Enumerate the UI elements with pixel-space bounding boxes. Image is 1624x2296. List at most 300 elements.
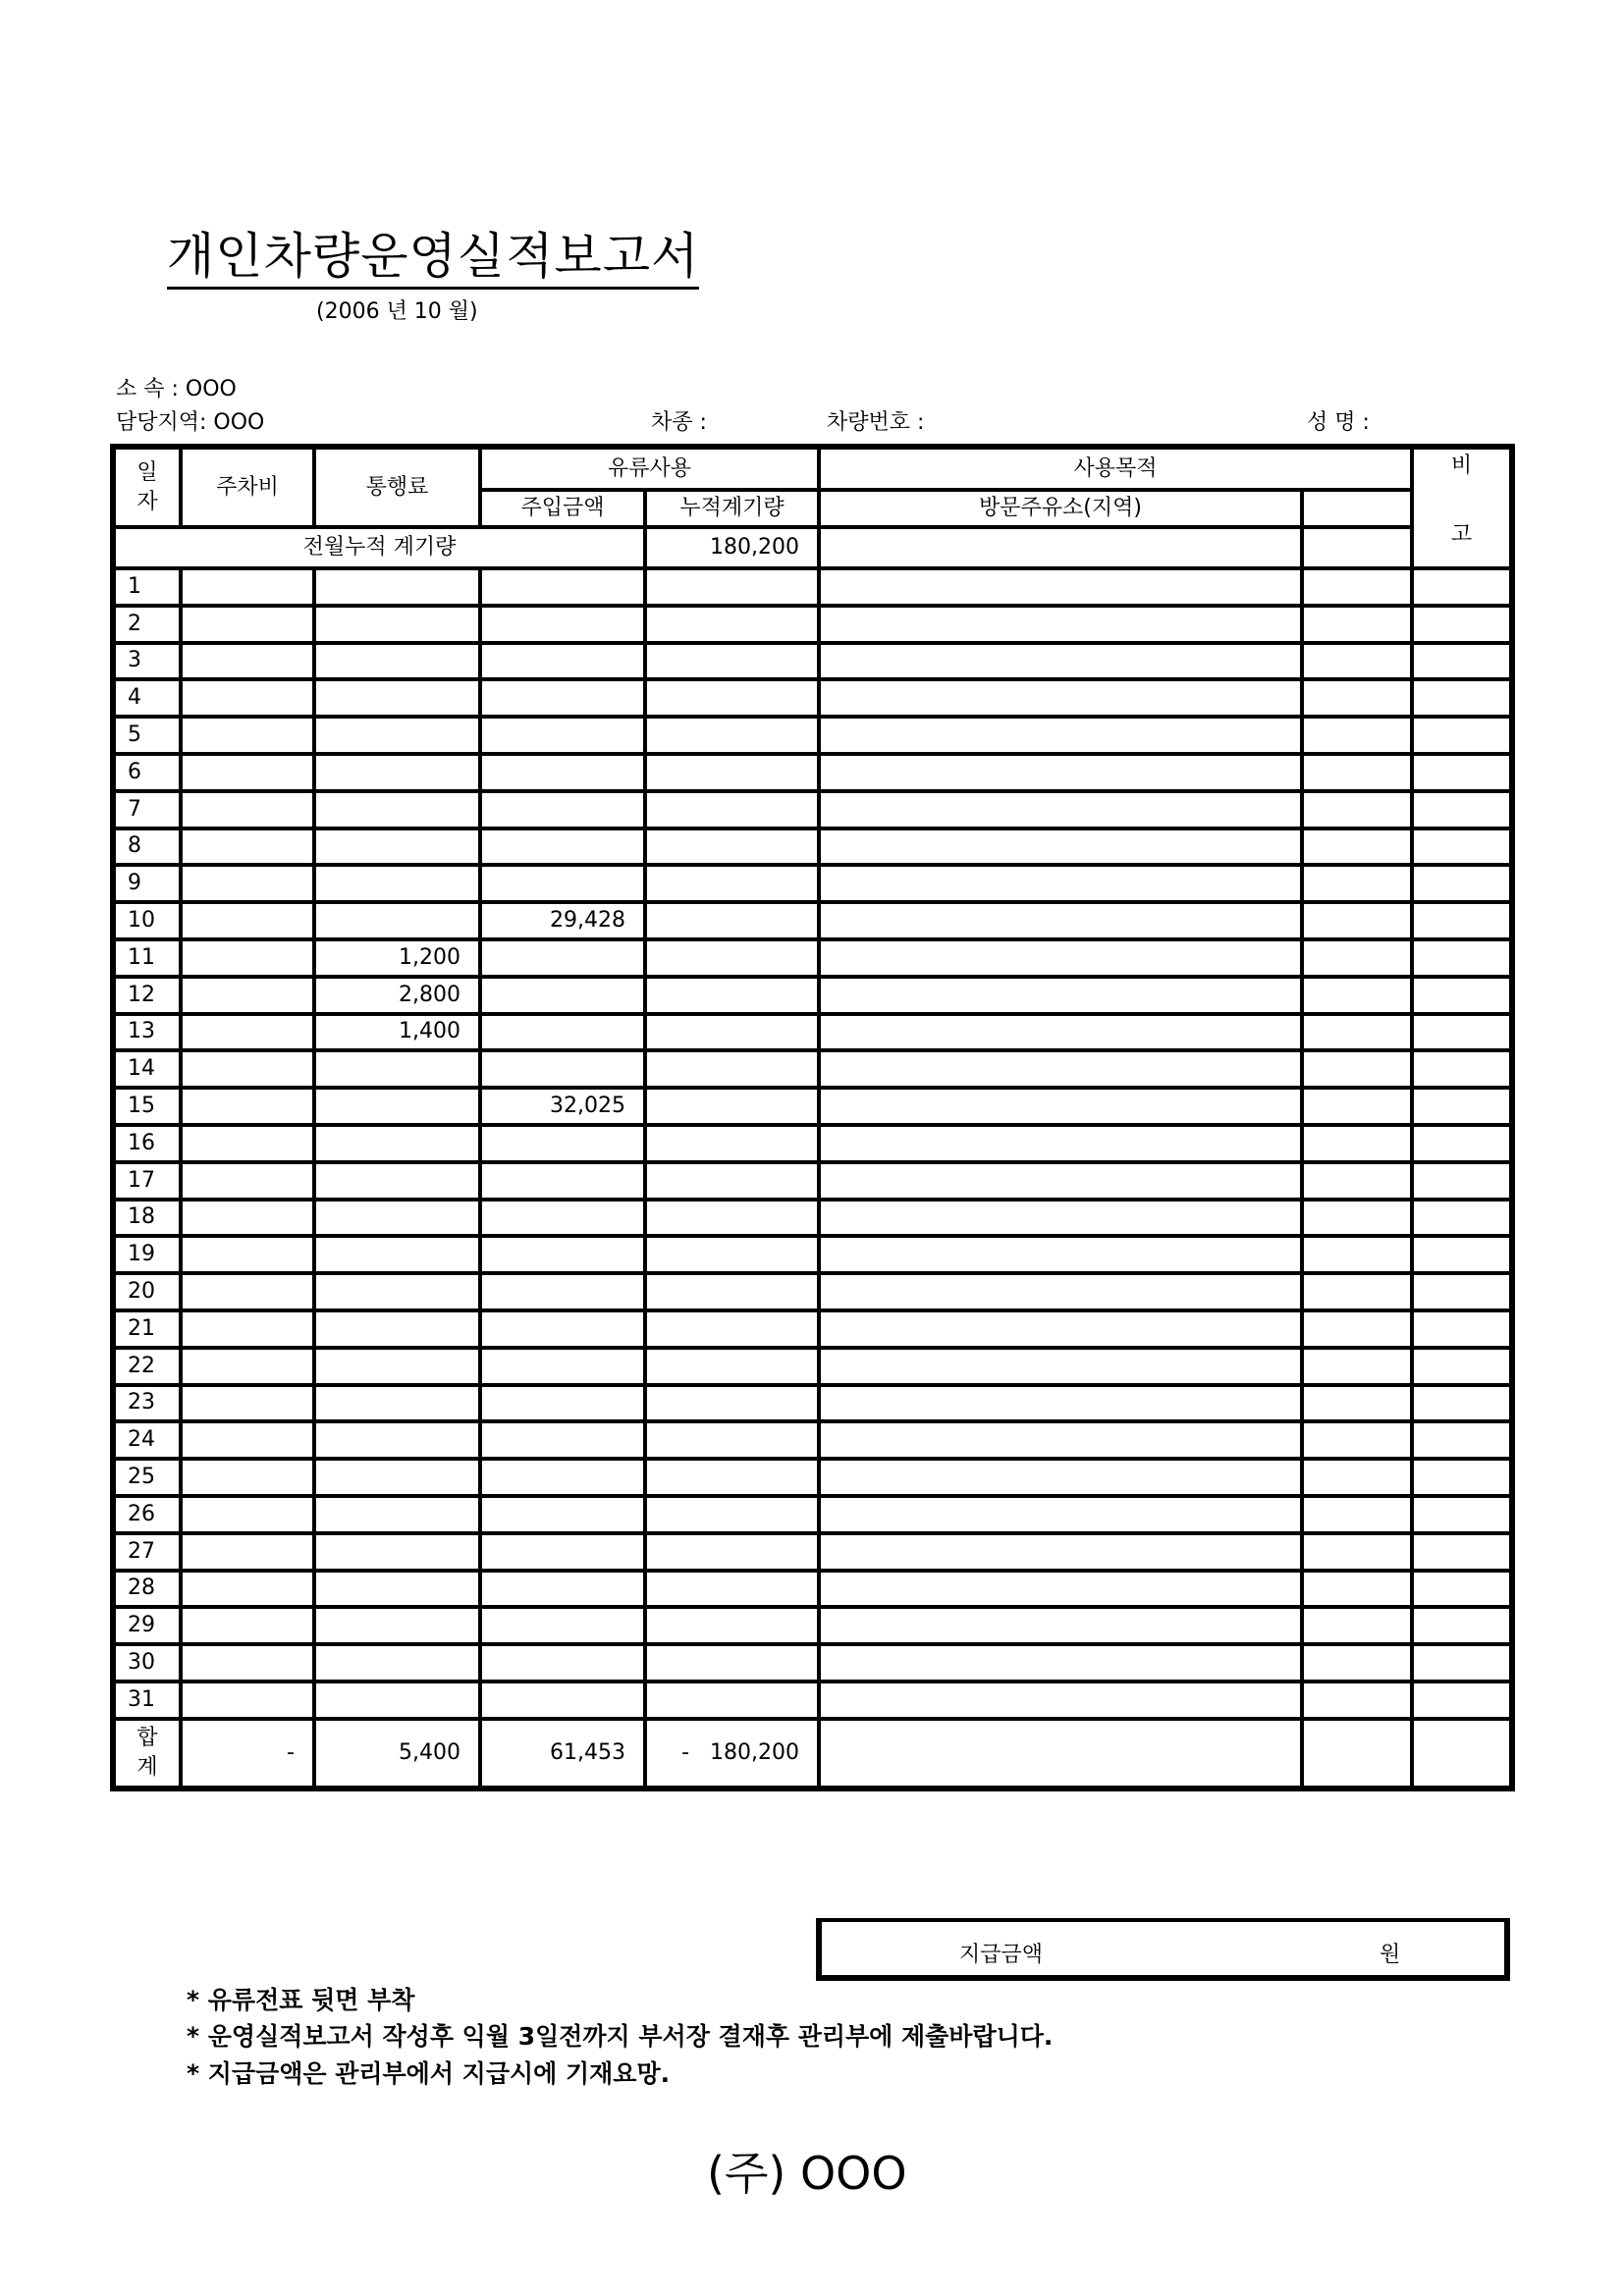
table-row [113,754,1512,791]
odometer-cell[interactable] [645,1385,819,1422]
visit-station-cell[interactable] [819,1571,1302,1608]
header-remarks: 비 고 [1412,447,1512,568]
visit-station-cell[interactable] [819,791,1302,828]
extra-cell[interactable] [1302,1459,1412,1496]
day-cell: 17 [113,1162,181,1200]
remarks-cell[interactable] [1412,568,1512,606]
previous-extra-cell[interactable] [1302,527,1412,568]
visit-station-cell[interactable] [819,828,1302,866]
toll-cell[interactable] [314,1273,480,1310]
odometer-cell[interactable] [645,717,819,754]
fuel-amount-cell[interactable] [480,1459,645,1496]
fuel-amount-cell[interactable] [480,679,645,717]
payment-label: 지급금액 [959,1943,1044,1967]
extra-cell[interactable] [1302,1088,1412,1125]
remarks-cell[interactable] [1412,1348,1512,1385]
odometer-cell[interactable] [645,1459,819,1496]
fuel-amount-cell[interactable] [480,1385,645,1422]
extra-cell[interactable] [1302,754,1412,791]
remarks-cell[interactable] [1412,754,1512,791]
visit-station-cell[interactable] [819,1607,1302,1644]
visit-station-cell[interactable] [819,977,1302,1014]
table-row [113,1385,1512,1422]
fuel-amount-cell[interactable] [480,606,645,643]
remarks-cell[interactable] [1412,939,1512,977]
extra-cell[interactable] [1302,606,1412,643]
odometer-cell[interactable] [645,902,819,939]
toll-cell[interactable] [314,828,480,866]
odometer-cell[interactable] [645,1014,819,1051]
fuel-amount-cell[interactable] [480,1162,645,1200]
previous-visit-cell[interactable] [819,527,1302,568]
total-visit-cell [819,1719,1302,1789]
report-period: (2006 년 10 월) [316,299,478,324]
extra-cell[interactable] [1302,977,1412,1014]
visit-station-cell[interactable] [819,939,1302,977]
odometer-cell[interactable] [645,865,819,902]
extra-cell[interactable] [1302,1385,1412,1422]
visit-station-cell[interactable] [819,1310,1302,1348]
fuel-amount-cell[interactable] [480,568,645,606]
parking-cell[interactable] [181,1496,314,1533]
table-row [113,977,1512,1014]
fuel-amount-cell[interactable] [480,1310,645,1348]
extra-cell[interactable] [1302,643,1412,680]
toll-cell[interactable] [314,902,480,939]
day-cell: 18 [113,1200,181,1237]
extra-cell[interactable] [1302,865,1412,902]
parking-cell[interactable] [181,568,314,606]
remarks-cell[interactable] [1412,1088,1512,1125]
toll-cell[interactable] [314,1385,480,1422]
day-cell: 11 [113,939,181,977]
toll-cell[interactable] [314,865,480,902]
extra-cell[interactable] [1302,1496,1412,1533]
toll-cell[interactable] [314,1310,480,1348]
odometer-cell[interactable] [645,791,819,828]
visit-station-cell[interactable] [819,1533,1302,1571]
extra-cell[interactable] [1302,717,1412,754]
odometer-cell[interactable] [645,1200,819,1237]
odometer-cell[interactable] [645,643,819,680]
visit-station-cell[interactable] [819,865,1302,902]
remarks-cell[interactable] [1412,1607,1512,1644]
fuel-amount-cell[interactable] [480,939,645,977]
header-row-1 [113,447,1512,490]
extra-cell[interactable] [1302,1348,1412,1385]
extra-cell[interactable] [1302,1644,1412,1682]
remarks-cell[interactable] [1412,791,1512,828]
visit-station-cell[interactable] [819,1200,1302,1237]
table-row [113,1421,1512,1459]
toll-cell[interactable] [314,717,480,754]
day-cell: 25 [113,1459,181,1496]
remarks-cell[interactable] [1412,1236,1512,1273]
visit-station-cell[interactable] [819,606,1302,643]
fuel-amount-cell[interactable] [480,1644,645,1682]
fuel-amount-cell[interactable] [480,1421,645,1459]
parking-cell[interactable] [181,791,314,828]
table-row [113,1125,1512,1162]
toll-cell[interactable] [314,679,480,717]
remarks-cell[interactable] [1412,1014,1512,1051]
extra-cell[interactable] [1302,939,1412,977]
remarks-cell[interactable] [1412,1571,1512,1608]
day-cell: 14 [113,1050,181,1088]
table-row [113,679,1512,717]
day-cell: 27 [113,1533,181,1571]
odometer-cell[interactable] [645,1496,819,1533]
day-cell: 29 [113,1607,181,1644]
odometer-cell[interactable] [645,568,819,606]
remarks-cell[interactable] [1412,1533,1512,1571]
day-cell: 21 [113,1310,181,1348]
fuel-amount-cell[interactable] [480,1200,645,1237]
remarks-cell[interactable] [1412,1421,1512,1459]
toll-cell[interactable] [314,1571,480,1608]
parking-cell[interactable] [181,977,314,1014]
previous-month-row [113,527,1512,568]
remarks-cell[interactable] [1412,1273,1512,1310]
visit-station-cell[interactable] [819,679,1302,717]
table-row [113,791,1512,828]
parking-cell[interactable] [181,1385,314,1422]
parking-cell[interactable] [181,828,314,866]
table-row [113,1236,1512,1273]
table-row [113,1533,1512,1571]
extra-cell[interactable] [1302,1571,1412,1608]
visit-station-cell[interactable] [819,717,1302,754]
day-cell: 3 [113,643,181,680]
remarks-cell[interactable] [1412,1385,1512,1422]
fuel-amount-cell[interactable] [480,1348,645,1385]
table-row [113,1014,1512,1051]
extra-cell[interactable] [1302,568,1412,606]
parking-cell[interactable] [181,939,314,977]
parking-cell[interactable] [181,1162,314,1200]
fuel-amount-cell[interactable] [480,1496,645,1533]
header-visit-station: 방문주유소(지역) [819,490,1302,527]
visit-station-cell[interactable] [819,1682,1302,1719]
table-row [113,606,1512,643]
toll-cell[interactable]: 1,200 [314,939,480,977]
visit-station-cell[interactable] [819,1088,1302,1125]
visit-station-cell[interactable] [819,1273,1302,1310]
extra-cell[interactable] [1302,1273,1412,1310]
table-row [113,1682,1512,1719]
parking-cell[interactable] [181,1607,314,1644]
visit-station-cell[interactable] [819,643,1302,680]
day-cell: 7 [113,791,181,828]
parking-cell[interactable] [181,1273,314,1310]
visit-station-cell[interactable] [819,1644,1302,1682]
parking-cell[interactable] [181,865,314,902]
note-1: * 유류전표 뒷면 부착 [187,1986,415,2014]
header-extra [1302,490,1412,527]
fuel-amount-cell[interactable] [480,791,645,828]
fuel-amount-cell[interactable]: 32,025 [480,1088,645,1125]
remarks-cell[interactable] [1412,1050,1512,1088]
visit-station-cell[interactable] [819,1125,1302,1162]
toll-cell[interactable] [314,1607,480,1644]
fuel-amount-cell[interactable] [480,1533,645,1571]
remarks-cell[interactable] [1412,1644,1512,1682]
day-cell: 8 [113,828,181,866]
total-toll: 5,400 [314,1719,480,1789]
fuel-amount-cell[interactable] [480,1571,645,1608]
toll-cell[interactable] [314,1421,480,1459]
remarks-cell[interactable] [1412,977,1512,1014]
table-row [113,1348,1512,1385]
remarks-cell[interactable] [1412,717,1512,754]
day-cell: 5 [113,717,181,754]
extra-cell[interactable] [1302,791,1412,828]
fuel-amount-cell[interactable] [480,977,645,1014]
toll-cell[interactable] [314,1050,480,1088]
toll-cell[interactable] [314,1348,480,1385]
odometer-cell[interactable] [645,977,819,1014]
day-cell: 1 [113,568,181,606]
day-cell: 22 [113,1348,181,1385]
day-cell: 16 [113,1125,181,1162]
remarks-cell[interactable] [1412,1459,1512,1496]
extra-cell[interactable] [1302,1014,1412,1051]
extra-cell[interactable] [1302,828,1412,866]
day-rows [113,568,1512,1719]
fuel-amount-cell[interactable]: 29,428 [480,902,645,939]
day-cell: 19 [113,1236,181,1273]
toll-cell[interactable] [314,1682,480,1719]
fuel-amount-cell[interactable] [480,1236,645,1273]
toll-cell[interactable] [314,791,480,828]
table-row [113,717,1512,754]
odometer-cell[interactable] [645,1644,819,1682]
remarks-cell[interactable] [1412,1682,1512,1719]
total-parking: - [181,1719,314,1789]
parking-cell[interactable] [181,1459,314,1496]
region-field: 담당지역: OOO [116,410,265,435]
remarks-cell[interactable] [1412,1162,1512,1200]
payment-amount-box[interactable] [816,1918,1510,1981]
parking-cell[interactable] [181,679,314,717]
toll-cell[interactable] [314,1200,480,1237]
fuel-amount-cell[interactable] [480,1014,645,1051]
fuel-amount-cell[interactable] [480,717,645,754]
fuel-amount-cell[interactable] [480,1607,645,1644]
extra-cell[interactable] [1302,1310,1412,1348]
day-cell: 13 [113,1014,181,1051]
visit-station-cell[interactable] [819,1348,1302,1385]
fuel-amount-cell[interactable] [480,865,645,902]
extra-cell[interactable] [1302,902,1412,939]
parking-cell[interactable] [181,1310,314,1348]
extra-cell[interactable] [1302,1125,1412,1162]
total-row [113,1719,1512,1789]
toll-cell[interactable] [314,1533,480,1571]
visit-station-cell[interactable] [819,1496,1302,1533]
day-cell: 30 [113,1644,181,1682]
extra-cell[interactable] [1302,1421,1412,1459]
parking-cell[interactable] [181,1421,314,1459]
parking-cell[interactable] [181,1200,314,1237]
remarks-cell[interactable] [1412,643,1512,680]
toll-cell[interactable] [314,1236,480,1273]
extra-cell[interactable] [1302,1162,1412,1200]
parking-cell[interactable] [181,606,314,643]
day-cell: 4 [113,679,181,717]
odometer-cell[interactable] [645,1348,819,1385]
fuel-amount-cell[interactable] [480,643,645,680]
toll-cell[interactable] [314,1496,480,1533]
extra-cell[interactable] [1302,1200,1412,1237]
table-row [113,828,1512,866]
plate-number-field: 차량번호 : [827,410,925,435]
parking-cell[interactable] [181,754,314,791]
header-odometer: 누적계기량 [645,490,819,527]
odometer-cell[interactable] [645,939,819,977]
remarks-cell[interactable] [1412,828,1512,866]
remarks-cell[interactable] [1412,606,1512,643]
toll-cell[interactable] [314,1459,480,1496]
extra-cell[interactable] [1302,1236,1412,1273]
affiliation-field: 소 속 : OOO [116,377,237,401]
total-extra-cell [1302,1719,1412,1789]
toll-cell[interactable]: 1,400 [314,1014,480,1051]
previous-month-odometer[interactable]: 180,200 [645,527,819,568]
table-row [113,865,1512,902]
remarks-cell[interactable] [1412,1125,1512,1162]
day-cell: 28 [113,1571,181,1608]
table-row [113,1644,1512,1682]
odometer-cell[interactable] [645,1236,819,1273]
odometer-cell[interactable] [645,1162,819,1200]
parking-cell[interactable] [181,1050,314,1088]
parking-cell[interactable] [181,1644,314,1682]
fuel-amount-cell[interactable] [480,1050,645,1088]
remarks-cell[interactable] [1412,679,1512,717]
odometer-cell[interactable] [645,1050,819,1088]
visit-station-cell[interactable] [819,1459,1302,1496]
toll-cell[interactable] [314,1125,480,1162]
odometer-cell[interactable] [645,1310,819,1348]
table-row [113,568,1512,606]
odometer-cell[interactable] [645,828,819,866]
parking-cell[interactable] [181,1682,314,1719]
odometer-cell[interactable] [645,754,819,791]
toll-cell[interactable] [314,606,480,643]
toll-cell[interactable]: 2,800 [314,977,480,1014]
parking-cell[interactable] [181,717,314,754]
toll-cell[interactable] [314,1162,480,1200]
extra-cell[interactable] [1302,1533,1412,1571]
parking-cell[interactable] [181,1348,314,1385]
company-name: (주) OOO [707,2147,907,2200]
remarks-cell[interactable] [1412,1200,1512,1237]
total-fuel: 61,453 [480,1719,645,1789]
parking-cell[interactable] [181,643,314,680]
extra-cell[interactable] [1302,1682,1412,1719]
visit-station-cell[interactable] [819,1014,1302,1051]
odometer-cell[interactable] [645,1682,819,1719]
fuel-amount-cell[interactable] [480,1273,645,1310]
odometer-cell[interactable] [645,679,819,717]
parking-cell[interactable] [181,1125,314,1162]
parking-cell[interactable] [181,1533,314,1571]
day-cell: 15 [113,1088,181,1125]
day-cell: 24 [113,1421,181,1459]
odometer-cell[interactable] [645,1125,819,1162]
visit-station-cell[interactable] [819,568,1302,606]
toll-cell[interactable] [314,1088,480,1125]
visit-station-cell[interactable] [819,1050,1302,1088]
fuel-amount-cell[interactable] [480,828,645,866]
day-cell: 31 [113,1682,181,1719]
fuel-amount-cell[interactable] [480,1125,645,1162]
parking-cell[interactable] [181,1014,314,1051]
extra-cell[interactable] [1302,1607,1412,1644]
toll-cell[interactable] [314,754,480,791]
toll-cell[interactable] [314,1644,480,1682]
odometer-cell[interactable] [645,1607,819,1644]
remarks-cell[interactable] [1412,865,1512,902]
fuel-amount-cell[interactable] [480,754,645,791]
parking-cell[interactable] [181,1088,314,1125]
parking-cell[interactable] [181,1571,314,1608]
remarks-cell[interactable] [1412,1496,1512,1533]
odometer-cell[interactable] [645,1273,819,1310]
extra-cell[interactable] [1302,679,1412,717]
day-cell: 6 [113,754,181,791]
visit-station-cell[interactable] [819,1162,1302,1200]
total-odometer: - 180,200 [645,1719,819,1789]
table-row [113,1088,1512,1125]
parking-cell[interactable] [181,902,314,939]
table-row [113,1050,1512,1088]
visit-station-cell[interactable] [819,1421,1302,1459]
visit-station-cell[interactable] [819,1236,1302,1273]
odometer-cell[interactable] [645,1571,819,1608]
car-type-field: 차종 : [651,410,707,435]
remarks-cell[interactable] [1412,902,1512,939]
odometer-cell[interactable] [645,1533,819,1571]
total-label: 합 계 [113,1719,181,1789]
toll-cell[interactable] [314,643,480,680]
vehicle-report-table [110,444,1515,1791]
table-row [113,1459,1512,1496]
visit-station-cell[interactable] [819,1385,1302,1422]
visit-station-cell[interactable] [819,754,1302,791]
table-row [113,939,1512,977]
visit-station-cell[interactable] [819,902,1302,939]
fuel-amount-cell[interactable] [480,1682,645,1719]
extra-cell[interactable] [1302,1050,1412,1088]
header-day: 일 자 [113,447,181,527]
table-row [113,1273,1512,1310]
table-row [113,1310,1512,1348]
table-row [113,1571,1512,1608]
table-row [113,902,1512,939]
toll-cell[interactable] [314,568,480,606]
parking-cell[interactable] [181,1236,314,1273]
header-fuel-amount: 주입금액 [480,490,645,527]
day-cell: 12 [113,977,181,1014]
header-fuel-usage: 유류사용 [480,447,819,490]
odometer-cell[interactable] [645,1088,819,1125]
remarks-cell[interactable] [1412,1310,1512,1348]
odometer-cell[interactable] [645,1421,819,1459]
odometer-cell[interactable] [645,606,819,643]
day-cell: 26 [113,1496,181,1533]
